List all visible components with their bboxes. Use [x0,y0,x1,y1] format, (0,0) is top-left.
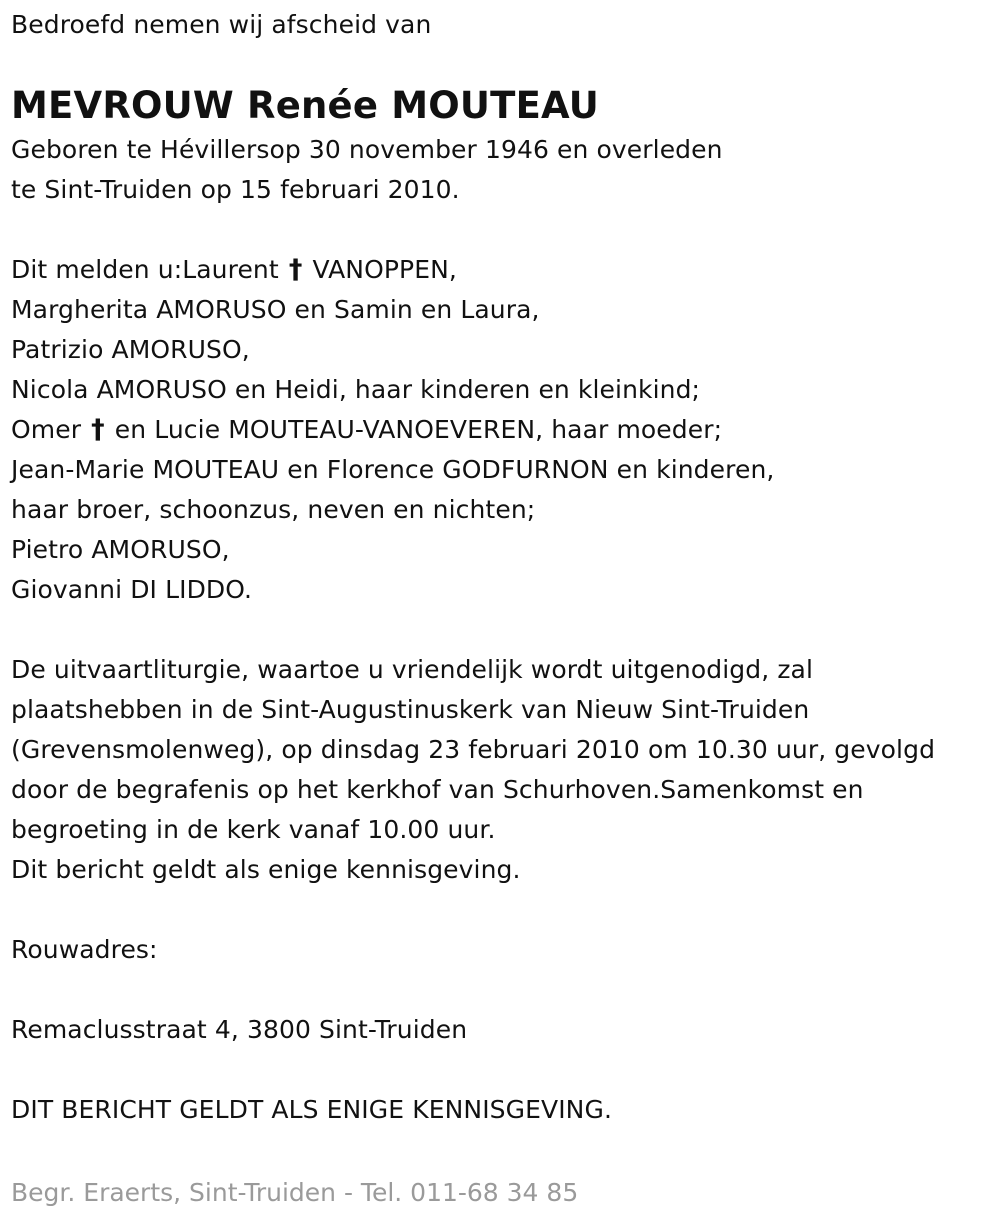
closing-notice: DIT BERICHT GELDT ALS ENIGE KENNISGEVING. [11,1095,612,1124]
family-line-5 [11,410,991,450]
funeral-line-6: Dit bericht geldt als enige kennisgeving. [11,855,521,884]
family-line-1 [11,250,991,290]
spacer [11,1050,991,1090]
birth-line-2: te Sint-Truiden op 15 februari 2010. [11,175,460,204]
spacer [11,210,991,250]
family-line-9: Giovanni DI LIDDO. [11,575,253,604]
address-label: Rouwadres: [11,935,158,964]
deceased-name: MEVROUW Renée MOUTEAU [11,84,599,127]
intro-text: Bedroefd nemen wij afscheid van [11,10,432,39]
family-line-2: Margherita AMORUSO en Samin en Laura, [11,295,540,324]
spacer [11,890,991,930]
funeral-home-footer: Begr. Eraerts, Sint-Truiden - Tel. 011-68 34 85 [11,1178,579,1207]
family-line-1-start: Dit melden u:Laurent [11,255,287,284]
family-line-1-end: VANOPPEN, [304,255,457,284]
spacer [11,610,991,650]
funeral-line-5: begroeting in de kerk vanaf 10.00 uur. [11,815,496,844]
cross-icon: † [91,414,105,445]
cross-icon: † [288,254,303,285]
family-line-4: Nicola AMORUSO en Heidi, haar kinderen en kleinkind; [11,375,701,404]
family-line-8: Pietro AMORUSO, [11,535,230,564]
funeral-line-4: door de begrafenis op het kerkhof van Schurhoven.Samenkomst en [11,775,864,804]
address: Remaclusstraat 4, 3800 Sint-Truiden [11,1015,468,1044]
funeral-line-3: (Grevensmolenweg), op dinsdag 23 februari 2010 om 10.30 uur, gevolgd [11,735,936,764]
family-line-5-end: en Lucie MOUTEAU-VANOEVEREN, haar moeder; [106,415,723,444]
funeral-line-1: De uitvaartliturgie, waartoe u vriendelijk wordt uitgenodigd, zal [11,655,814,684]
funeral-line-2: plaatshebben in de Sint-Augustinuskerk van Nieuw Sint-Truiden [11,695,810,724]
family-line-7: haar broer, schoonzus, neven en nichten; [11,495,536,524]
obituary-notice [11,0,991,1130]
family-line-6: Jean-Marie MOUTEAU en Florence GODFURNON en kinderen, [11,455,775,484]
spacer [11,970,991,1010]
birth-line-1: Geboren te Hévillersop 30 november 1946 en overleden [11,135,723,164]
family-line-5-start: Omer [11,415,90,444]
family-line-3: Patrizio AMORUSO, [11,335,250,364]
